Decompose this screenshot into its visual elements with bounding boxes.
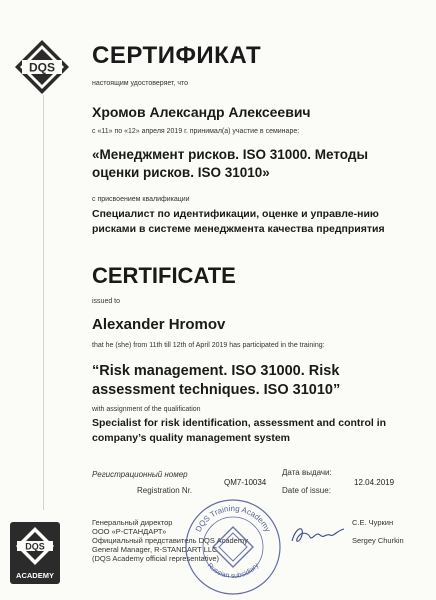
recipient-name-en: Alexander Hromov	[92, 316, 226, 333]
side-divider	[43, 95, 44, 510]
signatory-ru-line1: Генеральный директор	[92, 518, 173, 527]
recipient-name-ru: Хромов Александр Алексеевич	[92, 104, 311, 120]
assign-ru: с присвоением квалификации	[92, 196, 190, 203]
svg-text:DQS Training Academy: DQS Training Academy	[193, 503, 273, 534]
issued-en: issued to	[92, 298, 121, 305]
dqs-academy-logo-icon	[10, 522, 60, 584]
svg-text:DQS: DQS	[25, 541, 45, 552]
handwritten-signature	[288, 521, 348, 549]
signatory-ru-line3: Официальный представитель DQS Academy	[92, 536, 248, 545]
signatory-ru-line2: ООО «Р-СТАНДАРТ»	[92, 527, 167, 536]
qualification-en: Specialist for risk identification, assessment and control in company’s quality management system	[92, 417, 387, 444]
dqs-logo-icon	[13, 38, 71, 96]
issue-date: 12.04.2019	[354, 478, 395, 487]
academy-caption: ACADEMY	[16, 571, 54, 580]
dates-en: that he (she) from 11th till 12th of April 2019 has participated in the training:	[92, 342, 325, 349]
registration-label-en: Registration Nr.	[137, 486, 193, 495]
svg-text:Russian subsidiary: Russian subsidiary	[205, 562, 261, 580]
signatory-en-line1: General Manager, R-STANDART LLC	[92, 545, 218, 554]
registration-label-ru: Регистрационный номер	[92, 470, 188, 479]
stamp-seal	[183, 497, 283, 597]
title-en: CERTIFICATE	[92, 263, 236, 288]
title-ru: СЕРТИФИКАТ	[92, 42, 262, 69]
signatory-name-en: Sergey Churkin	[352, 536, 404, 545]
registration-number: QM7-10034	[224, 478, 267, 487]
logo-text: DQS	[28, 60, 56, 75]
date-label-en: Date of issue:	[282, 486, 331, 495]
signatory-en-line2: (DQS Academy official representative)	[92, 554, 219, 563]
course-ru: «Менеджмент рисков. ISO 31000. Методы оценки рисков. ISO 31010»	[92, 147, 368, 180]
qualification-ru: Специалист по идентификации, оценке и управле-нию рисками в системе менеджмента качества предприятия	[92, 208, 385, 235]
course-en: “Risk management. ISO 31000. Risk assessment techniques. ISO 31010”	[92, 363, 341, 398]
signatory-name-ru: С.Е. Чуркин	[352, 518, 394, 527]
certify-ru: настоящим удостоверяет, что	[92, 80, 189, 87]
date-label-ru: Дата выдачи:	[282, 468, 332, 477]
dates-ru: с «11» по «12» апреля 2019 г. принимал(а) участие в семинаре:	[92, 128, 300, 135]
assign-en: with assignment of the qualification	[92, 406, 201, 413]
